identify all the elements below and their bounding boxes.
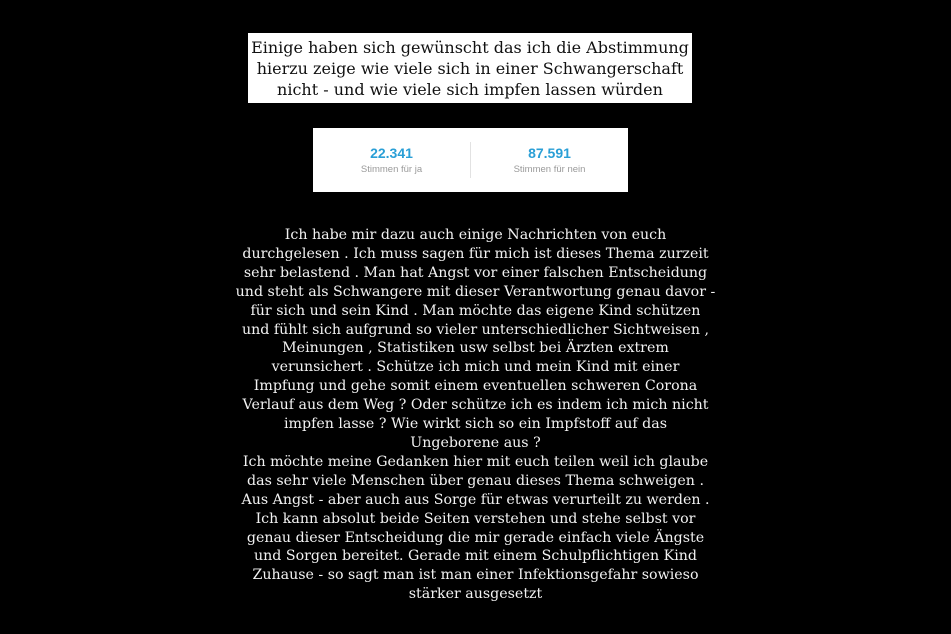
yes-vote-count: 22.341 xyxy=(370,145,413,161)
headline-line: Einige haben sich gewünscht das ich die Abstimmung xyxy=(251,37,689,57)
poll-yes-result xyxy=(313,145,470,175)
poll-no-result xyxy=(471,145,628,175)
body-line: für sich und sein Kind . Man möchte das eigene Kind schützen xyxy=(250,302,701,319)
body-line: Verlauf aus dem Weg ? Oder schütze ich es indem ich mich nicht xyxy=(242,397,709,414)
body-line: genau dieser Entscheidung die mir gerade einfach viele Ängste xyxy=(246,529,705,546)
headline-box xyxy=(248,33,692,103)
body-line: und steht als Schwangere mit dieser Verantwortung genau davor - xyxy=(235,283,716,300)
headline-line: hierzu zeige wie viele sich in einer Schwangerschaft xyxy=(256,58,684,78)
body-line: impfen lasse ? Wie wirkt sich so ein Impfstoff auf das xyxy=(284,416,667,433)
yes-vote-label: Stimmen für ja xyxy=(360,164,423,175)
body-line: Ich habe mir dazu auch einige Nachrichten von euch xyxy=(284,227,667,243)
poll-results-card xyxy=(313,128,628,192)
story-body-text xyxy=(200,226,751,604)
body-line: Ungeborene aus ? xyxy=(410,434,541,451)
headline-line: nicht - und wie viele sich impfen lassen würden xyxy=(277,79,663,99)
no-vote-count: 87.591 xyxy=(528,145,571,161)
body-line: verunsichert . Schütze ich mich und mein Kind mit einer xyxy=(271,359,680,376)
body-line: Zuhause - so sagt man ist man einer Infektionsgefahr sowieso xyxy=(252,567,699,584)
body-line: Aus Angst - aber auch aus Sorge für etwas verurteilt zu werden . xyxy=(241,491,710,508)
body-line: und fühlt sich aufgrund so vieler unterschiedlicher Sichtweisen , xyxy=(242,321,709,338)
no-vote-label: Stimmen für nein xyxy=(513,164,586,175)
body-line: sehr belastend . Man hat Angst vor einer falschen Entscheidung xyxy=(243,264,708,281)
body-line: Meinungen , Statistiken usw selbst bei Ärzten extrem xyxy=(282,340,669,357)
body-line: stärker ausgesetzt xyxy=(408,586,543,603)
body-line: das sehr viele Menschen über genau dieses Thema schweigen . xyxy=(247,472,704,489)
body-line: Impfung und gehe somit einem eventuellen schweren Corona xyxy=(253,378,698,395)
body-line: durchgelesen . Ich muss sagen für mich ist dieses Thema zurzeit xyxy=(242,245,709,262)
body-line: und Sorgen bereitet. Gerade mit einem Schulpflichtigen Kind xyxy=(254,548,697,565)
body-line: Ich möchte meine Gedanken hier mit euch teilen weil ich glaube xyxy=(242,453,709,470)
body-line: Ich kann absolut beide Seiten verstehen und stehe selbst vor xyxy=(255,510,696,527)
